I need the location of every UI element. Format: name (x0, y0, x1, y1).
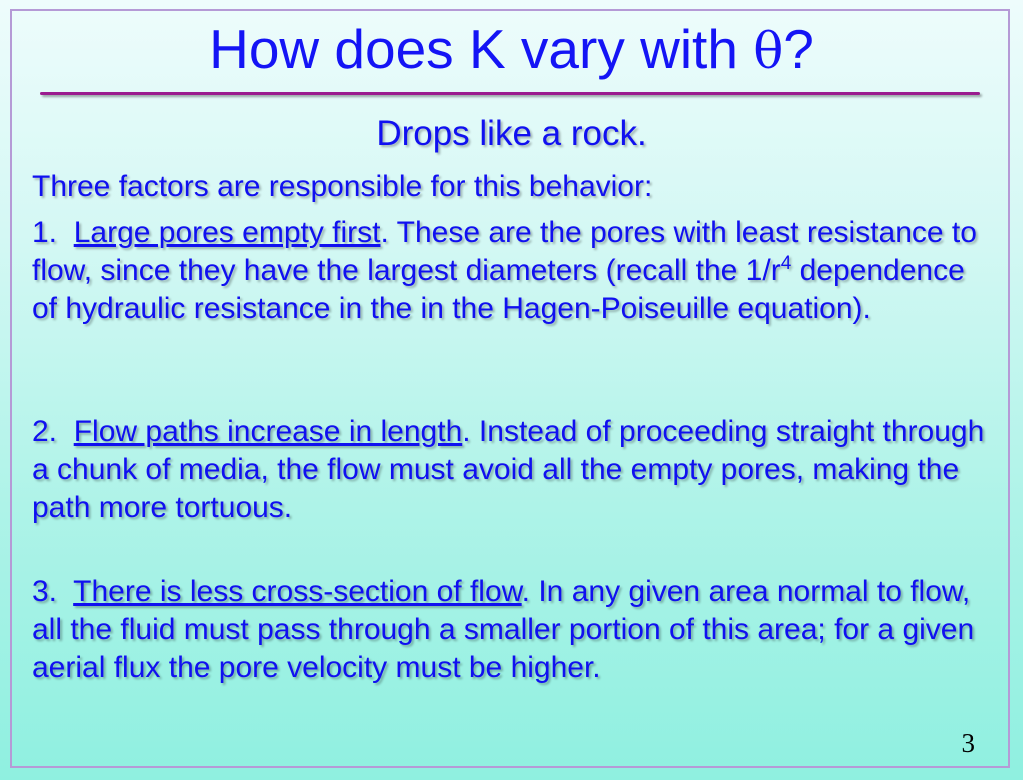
point-3-heading: There is less cross-section of flow (73, 575, 522, 608)
point-2 (32, 413, 992, 527)
point-1-superscript: 4 (780, 253, 792, 274)
slide-title (0, 18, 1023, 80)
slide-title-end: ? (783, 18, 814, 80)
point-3-text: . In any given area normal to flow, all the fluid must pass through a smaller portion of this area; for a given aerial flux the pore velocity must be higher. (32, 575, 975, 684)
point-2-text: . Instead of proceeding straight through a chunk of media, the flow must avoid all the empty pores, making the path more tortuous. (32, 415, 985, 524)
slide-number: 3 (961, 728, 975, 758)
point-1-text-b: dependence of hydraulic resistance in the in the Hagen-Poiseuille equation). (32, 254, 965, 325)
point-1-number: 1. (32, 216, 58, 249)
slide-title-theta: θ (753, 22, 784, 80)
slide-subtitle: Drops like a rock. (376, 114, 647, 153)
point-3 (32, 573, 992, 687)
point-2-heading: Flow paths increase in length (73, 415, 463, 448)
point-2-number: 2. (32, 415, 58, 448)
slide-title-text: How does K vary with (209, 18, 754, 80)
intro-text: Three factors are responsible for this behavior: (32, 170, 653, 203)
point-1-text-a: . These are the pores with least resistance to flow, since they have the largest diameters (recall the 1/r (32, 216, 977, 287)
point-1-heading: Large pores empty first (73, 216, 381, 249)
title-underline (40, 92, 980, 95)
point-1 (32, 214, 992, 328)
point-3-number: 3. (32, 575, 58, 608)
